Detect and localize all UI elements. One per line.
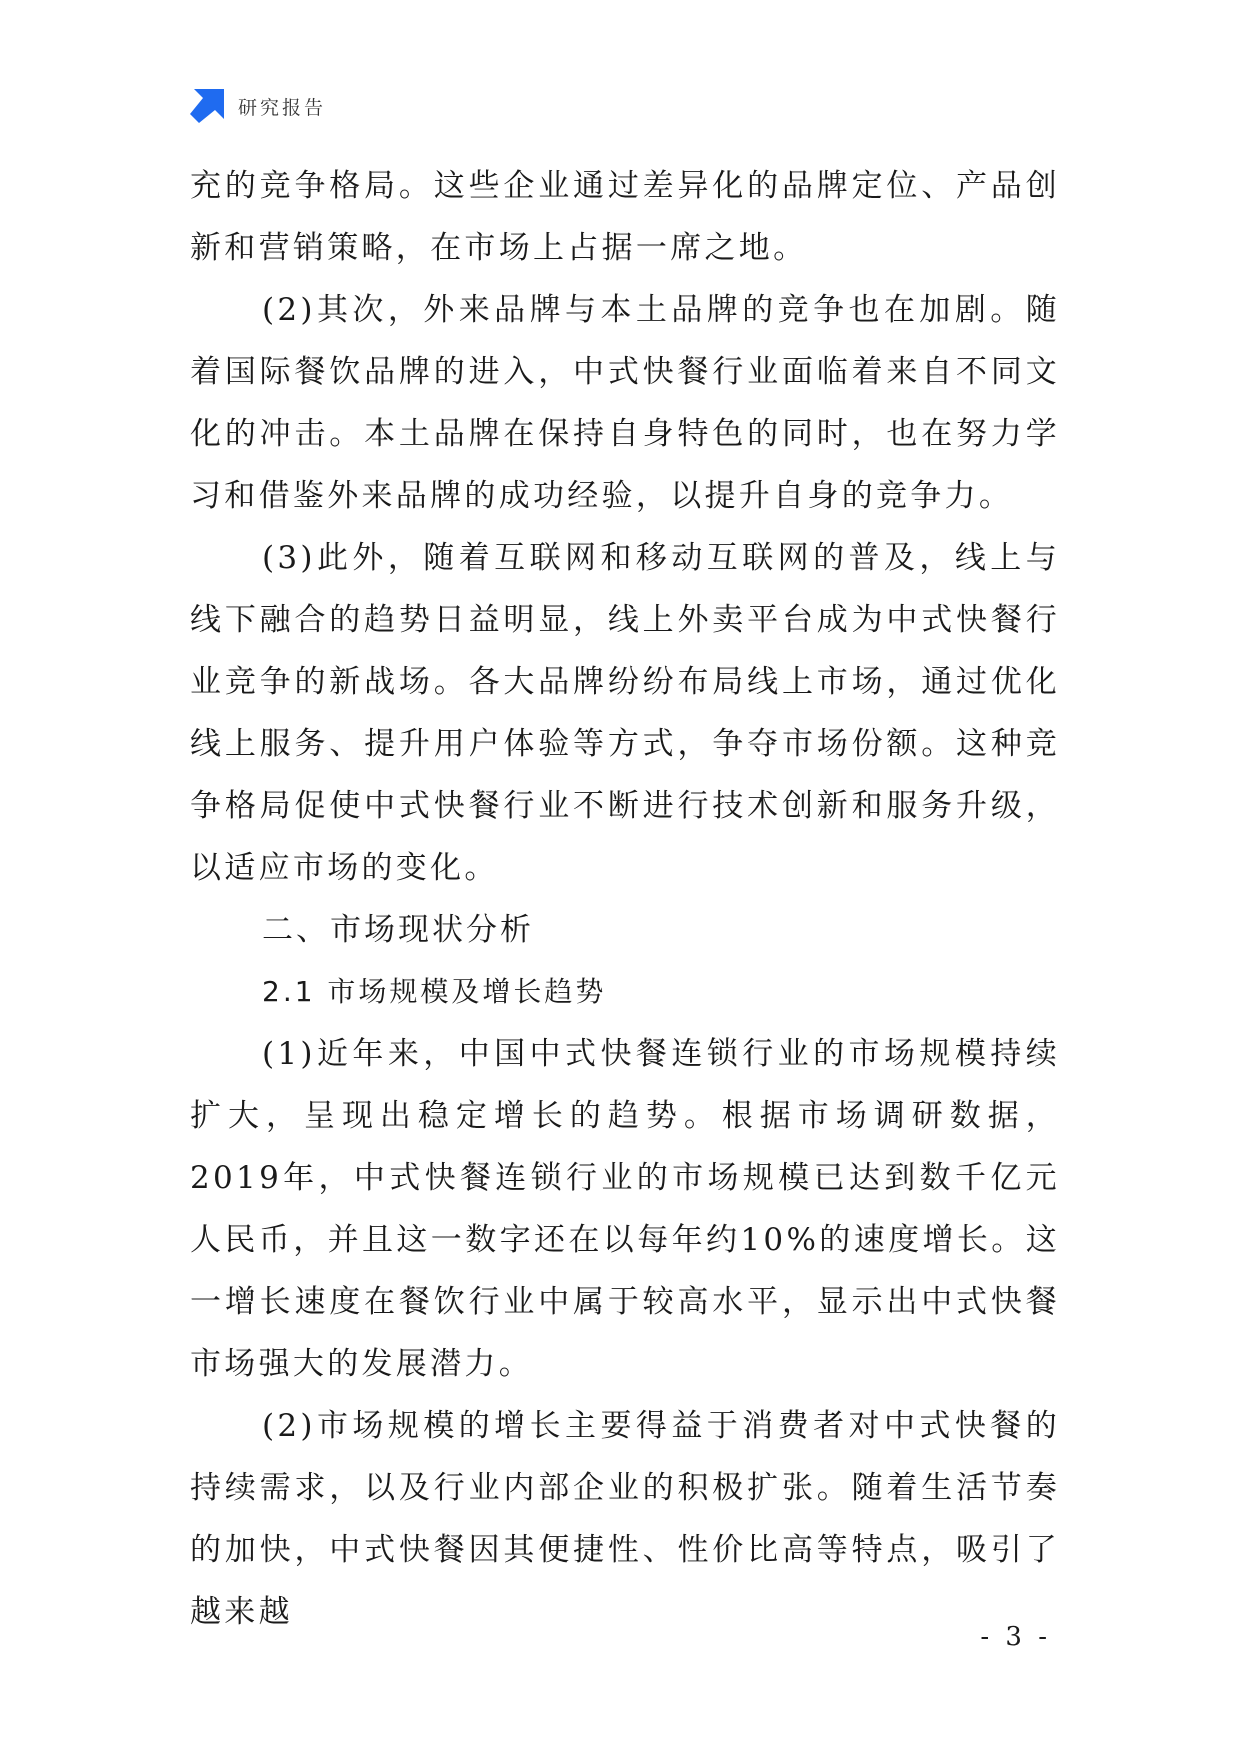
arrow-up-right-icon (190, 89, 224, 123)
paragraph-continuation: 充的竞争格局。这些企业通过差异化的品牌定位、产品创新和营销策略，在市场上占据一席之地。 (190, 168, 1060, 266)
page-number: - 3 - (980, 1622, 1051, 1652)
paragraph-competition-foreign-brands: (2)其次，外来品牌与本土品牌的竞争也在加剧。随着国际餐饮品牌的进入，中式快餐行业面临着来自不同文化的冲击。本土品牌在保持自身特色的同时，也在努力学习和借鉴外来品牌的成功经验，以提升自身的竞争力。 (190, 292, 1060, 514)
paragraph-market-growth-drivers: (2)市场规模的增长主要得益于消费者对中式快餐的持续需求，以及行业内部企业的积极扩张。随着生活节奏的加快，中式快餐因其便捷性、性价比高等特点，吸引了越来越 (190, 1408, 1060, 1630)
document-body (190, 155, 1060, 1643)
header-title: 研究报告 (238, 96, 327, 119)
paragraph-competition-online: (3)此外，随着互联网和移动互联网的普及，线上与线下融合的趋势日益明显，线上外卖平台成为中式快餐行业竞争的新战场。各大品牌纷纷布局线上市场，通过优化线上服务、提升用户体验等方式，争夺市场份额。这种竞争格局促使中式快餐行业不断进行技术创新和服务升级，以适应市场的变化。 (190, 540, 1060, 886)
paragraph-market-size: (1)近年来，中国中式快餐连锁行业的市场规模持续扩大，呈现出稳定增长的趋势。根据市场调研数据，2019年，中式快餐连锁行业的市场规模已达到数千亿元人民币，并且这一数字还在以每年约10%的速度增长。这一增长速度在餐饮行业中属于较高水平，显示出中式快餐市场强大的发展潜力。 (190, 1036, 1060, 1382)
report-header (190, 88, 326, 124)
subsection-heading-market-size: 2.1 市场规模及增长趋势 (262, 975, 607, 1008)
section-heading-market-status: 二、市场现状分析 (262, 912, 534, 948)
